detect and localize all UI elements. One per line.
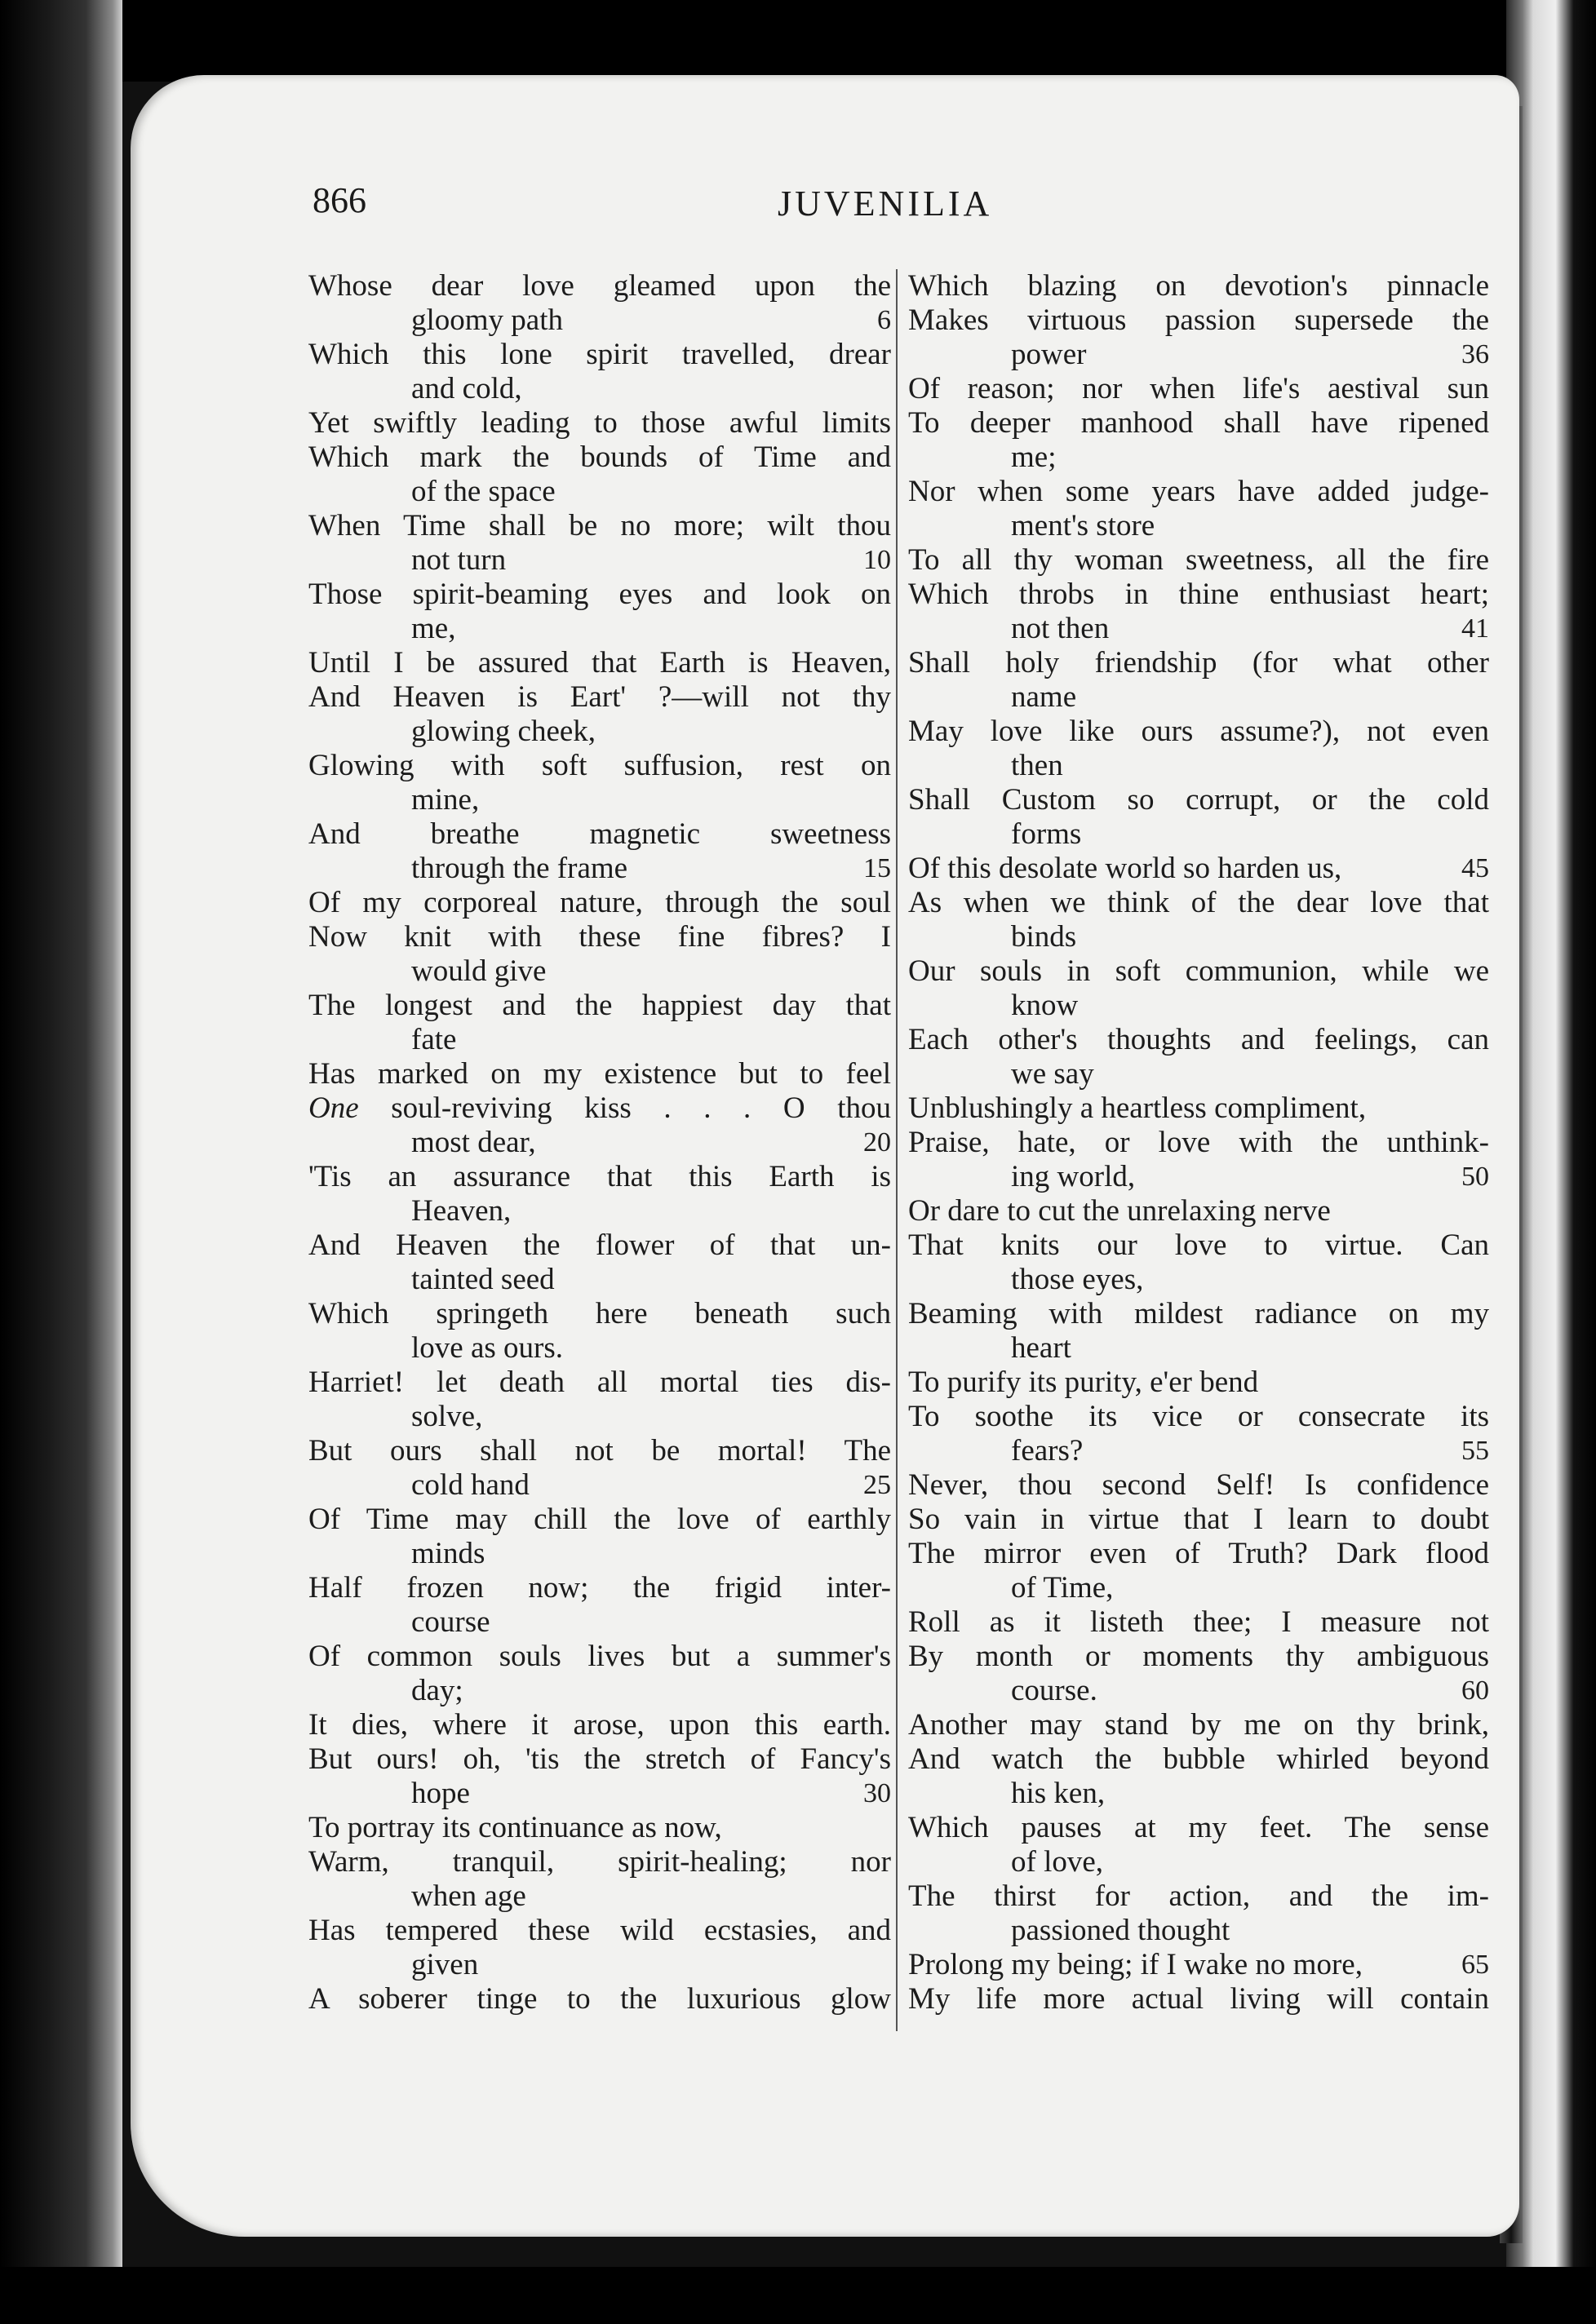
verse-line-text: May love like ours assume?), not even bbox=[908, 715, 1489, 748]
verse-line bbox=[908, 1640, 1489, 1674]
verse-line-text: solve, bbox=[411, 1400, 483, 1433]
verse-line-text: So vain in virtue that I learn to doubt bbox=[908, 1503, 1489, 1536]
verse-line bbox=[908, 338, 1489, 372]
verse-line bbox=[908, 1366, 1489, 1400]
verse-line-text: Has marked on my existence but to feel bbox=[308, 1057, 891, 1091]
verse-line bbox=[908, 1845, 1489, 1879]
verse-line-text: know bbox=[1011, 989, 1079, 1022]
verse-line bbox=[908, 1571, 1489, 1605]
verse-line bbox=[308, 1126, 891, 1160]
verse-line bbox=[308, 440, 891, 475]
verse-line-text: Nor when some years have added judge- bbox=[908, 475, 1489, 508]
line-number: 65 bbox=[1461, 1950, 1489, 1980]
verse-line bbox=[908, 954, 1489, 989]
verse-line bbox=[908, 1331, 1489, 1366]
verse-line-text: name bbox=[1011, 680, 1077, 714]
verse-line-text: me; bbox=[1011, 440, 1057, 474]
verse-line bbox=[308, 1091, 891, 1126]
verse-line-text: Heaven, bbox=[411, 1194, 512, 1228]
verse-line bbox=[308, 1297, 891, 1331]
line-number: 60 bbox=[1461, 1675, 1489, 1706]
verse-line bbox=[308, 509, 891, 543]
verse-line bbox=[908, 852, 1489, 886]
verse-line bbox=[308, 1194, 891, 1228]
verse-line-text: not turn bbox=[411, 543, 507, 577]
verse-line bbox=[908, 1811, 1489, 1845]
verse-line-text: Which springeth here beneath such bbox=[308, 1297, 891, 1330]
verse-line bbox=[308, 989, 891, 1023]
verse-line bbox=[908, 749, 1489, 783]
verse-line bbox=[308, 646, 891, 680]
verse-line-text: cold hand bbox=[411, 1468, 530, 1502]
line-number: 10 bbox=[863, 545, 891, 575]
verse-line-text: Shall holy friendship (for what other bbox=[908, 646, 1489, 679]
verse-line bbox=[908, 1948, 1489, 1982]
verse-line-text: It dies, where it arose, upon this earth. bbox=[308, 1708, 891, 1742]
verse-line bbox=[308, 406, 891, 440]
verse-line-text: And Heaven is Eart' ?—will not thy bbox=[308, 680, 891, 714]
verse-line-text: course. bbox=[1011, 1674, 1097, 1707]
verse-line-text: love as ours. bbox=[411, 1331, 563, 1365]
verse-line-text: Our souls in soft communion, while we bbox=[908, 954, 1489, 988]
verse-line bbox=[908, 1228, 1489, 1263]
verse-line bbox=[308, 1468, 891, 1503]
verse-line bbox=[308, 783, 891, 817]
verse-line-text: To deeper manhood shall have ripened bbox=[908, 406, 1489, 440]
verse-line bbox=[908, 1434, 1489, 1468]
verse-line-text: But ours! oh, 'tis the stretch of Fancy's bbox=[308, 1742, 891, 1776]
verse-line-text: Never, thou second Self! Is confidence bbox=[908, 1468, 1489, 1502]
verse-line bbox=[308, 1811, 891, 1845]
running-title: JUVENILIA bbox=[778, 184, 993, 224]
verse-line-text: ment's store bbox=[1011, 509, 1155, 542]
verse-line-text: To portray its continuance as now, bbox=[308, 1811, 722, 1844]
verse-line-text: Until I be assured that Earth is Heaven, bbox=[308, 646, 891, 679]
verse-line bbox=[308, 1948, 891, 1982]
verse-line-text: those eyes, bbox=[1011, 1263, 1144, 1296]
verse-line bbox=[308, 1708, 891, 1742]
line-number: 41 bbox=[1461, 613, 1489, 644]
verse-line bbox=[308, 852, 891, 886]
verse-line bbox=[908, 578, 1489, 612]
line-number: 36 bbox=[1461, 339, 1489, 370]
verse-line bbox=[908, 1400, 1489, 1434]
verse-line bbox=[308, 1023, 891, 1057]
verse-line bbox=[908, 1023, 1489, 1057]
verse-line bbox=[308, 1571, 891, 1605]
verse-line-text: his ken, bbox=[1011, 1777, 1106, 1810]
verse-line bbox=[308, 749, 891, 783]
verse-line-text: Unblushingly a heartless compliment, bbox=[908, 1091, 1367, 1125]
verse-line bbox=[308, 1228, 891, 1263]
verse-line bbox=[908, 1879, 1489, 1914]
verse-line-text: Has tempered these wild ecstasies, and bbox=[308, 1914, 891, 1947]
verse-line bbox=[908, 1263, 1489, 1297]
verse-line bbox=[908, 1914, 1489, 1948]
verse-line bbox=[308, 1400, 891, 1434]
verse-line-text: forms bbox=[1011, 817, 1082, 851]
verse-line bbox=[308, 1845, 891, 1879]
verse-line-text: That knits our love to virtue. Can bbox=[908, 1228, 1489, 1262]
verse-line bbox=[308, 1331, 891, 1366]
verse-line bbox=[908, 440, 1489, 475]
verse-line-text: then bbox=[1011, 749, 1063, 782]
verse-line bbox=[308, 954, 891, 989]
verse-line-text: Glowing with soft suffusion, rest on bbox=[308, 749, 891, 782]
verse-line-text: Another may stand by me on thy brink, bbox=[908, 1708, 1489, 1742]
verse-line-text: Those spirit-beaming eyes and look on bbox=[308, 578, 891, 611]
verse-line bbox=[308, 817, 891, 852]
verse-line bbox=[908, 269, 1489, 303]
verse-line-text: To purify its purity, e'er bend bbox=[908, 1366, 1259, 1399]
verse-line bbox=[308, 338, 891, 372]
verse-line-text: Which mark the bounds of Time and bbox=[308, 440, 891, 474]
verse-line-text: 'Tis an assurance that this Earth is bbox=[308, 1160, 891, 1193]
verse-line-text: would give bbox=[411, 954, 547, 988]
verse-line bbox=[908, 989, 1489, 1023]
verse-line-text: The longest and the happiest day that bbox=[308, 989, 891, 1022]
verse-line bbox=[308, 1605, 891, 1640]
verse-line-text: Or dare to cut the unrelaxing nerve bbox=[908, 1194, 1331, 1228]
verse-line-text: But ours shall not be mortal! The bbox=[308, 1434, 891, 1467]
verse-line bbox=[908, 509, 1489, 543]
verse-line-text: To all thy woman sweetness, all the fire bbox=[908, 543, 1489, 577]
verse-line-text: To soothe its vice or consecrate its bbox=[908, 1400, 1489, 1433]
verse-line-text: Which blazing on devotion's pinnacle bbox=[908, 269, 1489, 303]
scan-border-left bbox=[0, 0, 122, 2324]
verse-line-text: Whose dear love gleamed upon the bbox=[308, 269, 891, 303]
verse-line-text: not then bbox=[1011, 612, 1110, 645]
verse-line-text: of Time, bbox=[1011, 1571, 1114, 1605]
verse-line bbox=[308, 680, 891, 715]
line-number: 45 bbox=[1461, 853, 1489, 883]
verse-line bbox=[908, 1468, 1489, 1503]
verse-line bbox=[908, 817, 1489, 852]
verse-line-text: My life more actual living will contain bbox=[908, 1982, 1489, 2016]
verse-line bbox=[908, 1742, 1489, 1777]
verse-line bbox=[308, 1263, 891, 1297]
verse-line-text: heart bbox=[1011, 1331, 1071, 1365]
verse-line bbox=[308, 886, 891, 920]
verse-line bbox=[308, 1366, 891, 1400]
verse-line bbox=[308, 475, 891, 509]
verse-line-text: Of this desolate world so harden us, bbox=[908, 852, 1342, 885]
verse-line-text: hope bbox=[411, 1777, 470, 1810]
verse-line-text: glowing cheek, bbox=[411, 715, 596, 748]
verse-line bbox=[308, 612, 891, 646]
verse-line-text: Makes virtuous passion supersede the bbox=[908, 303, 1489, 337]
verse-line-text: we say bbox=[1011, 1057, 1094, 1091]
right-column bbox=[908, 269, 1489, 2016]
verse-line-rest: soul-reviving kiss . . . O thou bbox=[358, 1091, 891, 1125]
verse-line bbox=[908, 1297, 1489, 1331]
verse-line-text: Yet swiftly leading to those awful limits bbox=[308, 406, 891, 440]
left-column bbox=[308, 269, 891, 2016]
verse-line-text: Of reason; nor when life's aestival sun bbox=[908, 372, 1489, 405]
verse-line-text: Warm, tranquil, spirit-healing; nor bbox=[308, 1845, 891, 1879]
verse-line bbox=[908, 920, 1489, 954]
verse-line-text: of love, bbox=[1011, 1845, 1104, 1879]
verse-line bbox=[308, 543, 891, 578]
verse-line bbox=[308, 303, 891, 338]
verse-line bbox=[308, 1640, 891, 1674]
line-number: 25 bbox=[863, 1470, 891, 1500]
verse-line-text: When Time shall be no more; wilt thou bbox=[308, 509, 891, 542]
verse-line-text: Which this lone spirit travelled, drear bbox=[308, 338, 891, 371]
scan-border-top bbox=[0, 0, 1596, 82]
verse-line bbox=[908, 612, 1489, 646]
verse-line-text: Praise, hate, or love with the unthink- bbox=[908, 1126, 1489, 1159]
verse-line-text: Of Time may chill the love of earthly bbox=[308, 1503, 891, 1536]
verse-line-text: And watch the bubble whirled beyond bbox=[908, 1742, 1489, 1776]
verse-line-text: Roll as it listeth thee; I measure not bbox=[908, 1605, 1489, 1639]
verse-line bbox=[308, 1537, 891, 1571]
verse-line bbox=[308, 1982, 891, 2016]
verse-line bbox=[308, 1879, 891, 1914]
verse-line bbox=[908, 1091, 1489, 1126]
verse-line-text: The mirror even of Truth? Dark flood bbox=[908, 1537, 1489, 1570]
verse-line bbox=[908, 303, 1489, 338]
verse-line-text: when age bbox=[411, 1879, 526, 1913]
verse-line bbox=[308, 1057, 891, 1091]
verse-line-text: most dear, bbox=[411, 1126, 536, 1159]
verse-line-text: Of my corporeal nature, through the soul bbox=[308, 886, 891, 919]
verse-line-text: Which pauses at my feet. The sense bbox=[908, 1811, 1489, 1844]
verse-line-text: gloomy path bbox=[411, 303, 564, 337]
verse-line bbox=[308, 1777, 891, 1811]
verse-line-text: me, bbox=[411, 612, 456, 645]
verse-line bbox=[908, 1777, 1489, 1811]
verse-line-text: minds bbox=[411, 1537, 485, 1570]
verse-line bbox=[908, 372, 1489, 406]
column-divider bbox=[896, 269, 898, 2031]
verse-line bbox=[908, 1537, 1489, 1571]
verse-line-text: fate bbox=[411, 1023, 457, 1056]
verse-line-text: binds bbox=[1011, 920, 1077, 954]
line-number: 50 bbox=[1461, 1162, 1489, 1192]
verse-line bbox=[908, 1194, 1489, 1228]
verse-line-text: given bbox=[411, 1948, 479, 1981]
verse-line-text: tainted seed bbox=[411, 1263, 555, 1296]
verse-line-text: of the space bbox=[411, 475, 556, 508]
verse-line-text: And breathe magnetic sweetness bbox=[308, 817, 891, 851]
line-number: 15 bbox=[863, 853, 891, 883]
verse-line-text: and cold, bbox=[411, 372, 522, 405]
verse-line bbox=[908, 1126, 1489, 1160]
page-header bbox=[313, 179, 1487, 228]
verse-line bbox=[908, 1605, 1489, 1640]
verse-line-text: Beaming with mildest radiance on my bbox=[908, 1297, 1489, 1330]
verse-line bbox=[908, 1708, 1489, 1742]
verse-line-text: Half frozen now; the frigid inter- bbox=[308, 1571, 891, 1605]
verse-line bbox=[908, 1057, 1489, 1091]
verse-line bbox=[908, 406, 1489, 440]
scan-border-bottom bbox=[0, 2267, 1596, 2324]
verse-line bbox=[308, 578, 891, 612]
verse-line-text: passioned thought bbox=[1011, 1914, 1230, 1947]
verse-line bbox=[908, 543, 1489, 578]
verse-line-text: mine, bbox=[411, 783, 480, 817]
verse-line-text: Shall Custom so corrupt, or the cold bbox=[908, 783, 1489, 817]
verse-line-text: By month or moments thy ambiguous bbox=[908, 1640, 1489, 1673]
verse-line bbox=[308, 372, 891, 406]
verse-line-text: day; bbox=[411, 1674, 463, 1707]
verse-line bbox=[308, 1503, 891, 1537]
verse-line bbox=[308, 1742, 891, 1777]
verse-line bbox=[308, 1674, 891, 1708]
line-number: 6 bbox=[877, 305, 891, 335]
verse-line bbox=[308, 920, 891, 954]
verse-line-text: through the frame bbox=[411, 852, 628, 885]
verse-line-text: As when we think of the dear love that bbox=[908, 886, 1489, 919]
verse-line-text: Prolong my being; if I wake no more, bbox=[908, 1948, 1363, 1981]
verse-line bbox=[908, 1503, 1489, 1537]
line-number: 55 bbox=[1461, 1436, 1489, 1466]
page-number: 866 bbox=[313, 180, 366, 220]
verse-line bbox=[908, 1982, 1489, 2016]
verse-line-text: Of common souls lives but a summer's bbox=[308, 1640, 891, 1673]
verse-line-text: fears? bbox=[1011, 1434, 1084, 1467]
verse-line-text: A soberer tinge to the luxurious glow bbox=[308, 1982, 891, 2016]
verse-line-text: Now knit with these fine fibres? I bbox=[308, 920, 891, 954]
verse-line bbox=[308, 1914, 891, 1948]
italic-word: One bbox=[308, 1091, 359, 1125]
verse-line bbox=[908, 475, 1489, 509]
verse-line bbox=[908, 715, 1489, 749]
verse-line-text: And Heaven the flower of that un- bbox=[308, 1228, 891, 1262]
verse-line bbox=[908, 646, 1489, 680]
verse-line-text: ing world, bbox=[1011, 1160, 1136, 1193]
verse-line bbox=[908, 1160, 1489, 1194]
verse-line bbox=[908, 680, 1489, 715]
verse-line bbox=[908, 783, 1489, 817]
verse-line bbox=[308, 1434, 891, 1468]
line-number: 30 bbox=[863, 1778, 891, 1808]
line-number: 20 bbox=[863, 1127, 891, 1158]
verse-line-text: Which throbs in thine enthusiast heart; bbox=[908, 578, 1489, 611]
verse-line-text: course bbox=[411, 1605, 490, 1639]
verse-line bbox=[908, 886, 1489, 920]
verse-line-text: Harriet! let death all mortal ties dis- bbox=[308, 1366, 891, 1399]
verse-line-text: The thirst for action, and the im- bbox=[908, 1879, 1489, 1913]
verse-line bbox=[908, 1674, 1489, 1708]
verse-line-text: Each other's thoughts and feelings, can bbox=[908, 1023, 1489, 1056]
verse-line bbox=[308, 715, 891, 749]
verse-line-text bbox=[308, 1091, 891, 1126]
verse-line-text: power bbox=[1011, 338, 1087, 371]
verse-line bbox=[308, 1160, 891, 1194]
verse-line bbox=[308, 269, 891, 303]
